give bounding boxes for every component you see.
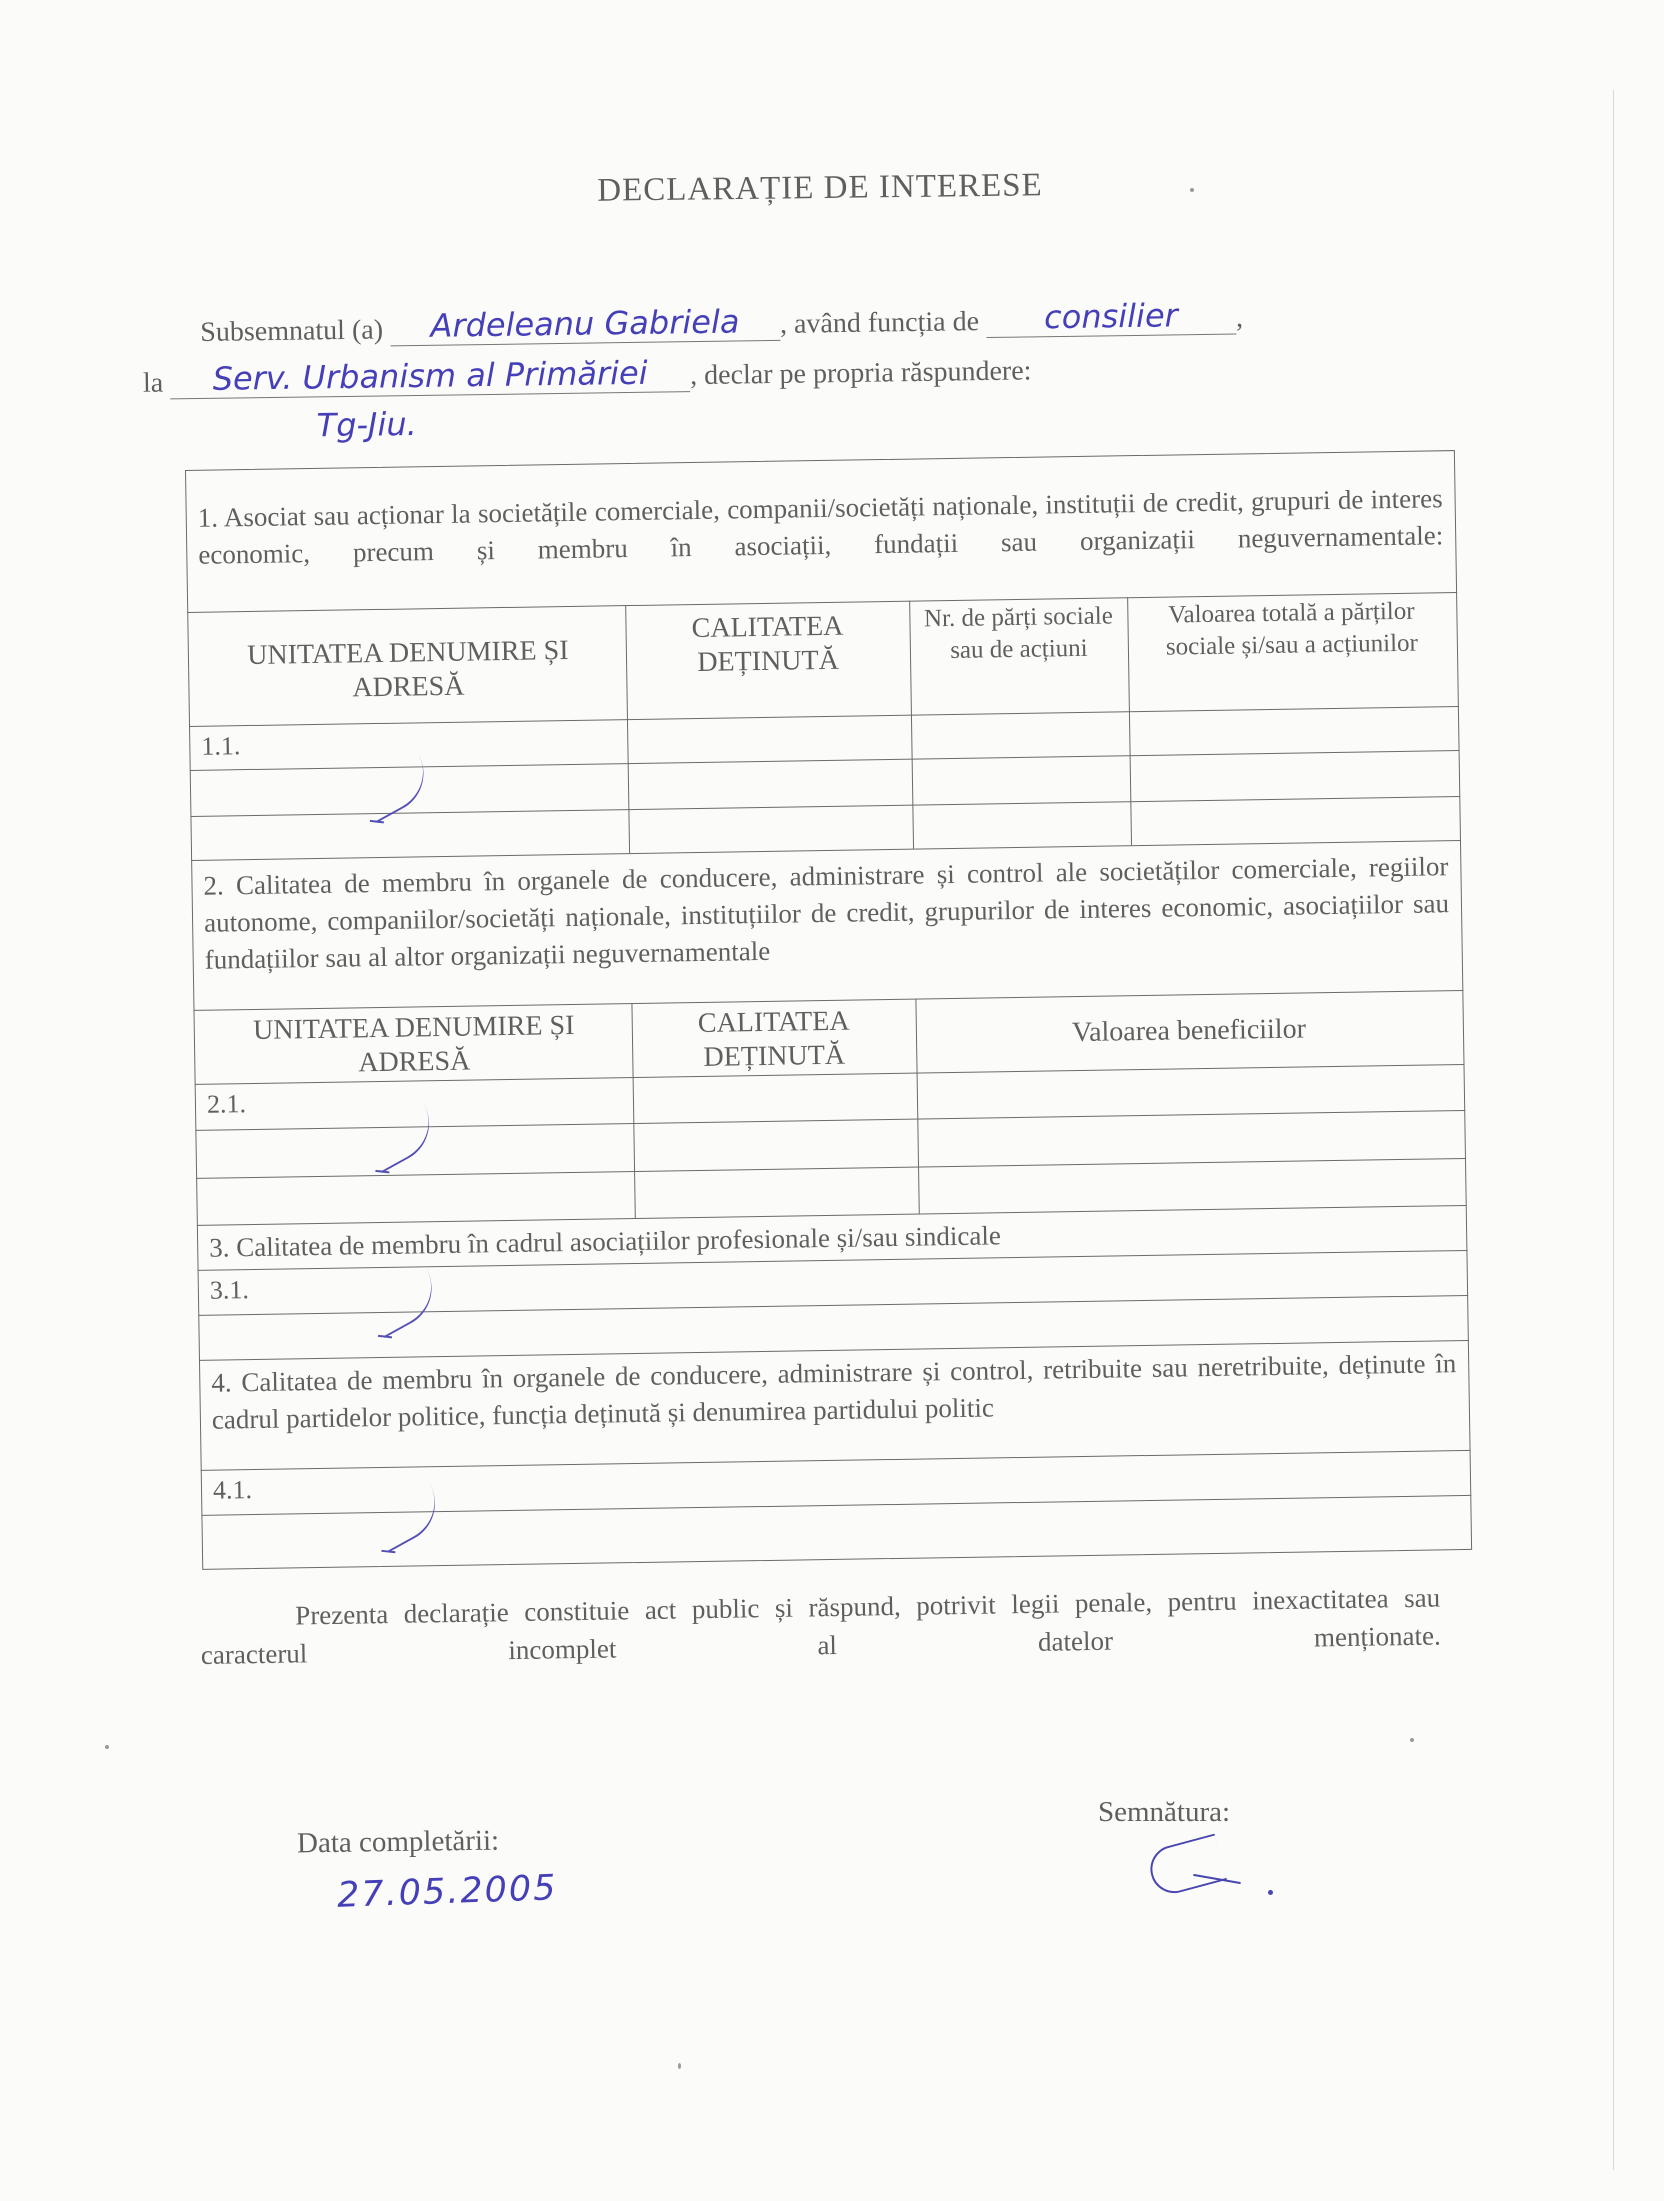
declarant-intro xyxy=(142,292,1462,460)
function-field xyxy=(986,296,1237,338)
row-label-4-1: 4.1. xyxy=(212,1475,253,1505)
handwritten-signature xyxy=(1145,1834,1227,1899)
signature-label: Semnătura: xyxy=(1098,1796,1231,1828)
intro-line-2 xyxy=(143,348,1032,399)
intro-comma: , xyxy=(1235,302,1244,334)
declarant-name: Ardeleanu Gabriela xyxy=(430,302,740,345)
function-label: , având funcția de xyxy=(779,306,980,340)
institution-field xyxy=(170,353,690,399)
row-label-3-1: 3.1. xyxy=(209,1275,250,1305)
s1-header-value: Valoarea totală a părților sociale și/sau a acțiunilor xyxy=(1165,597,1419,661)
section-2-heading: 2. Calitatea de membru în organele de conducere, administrare și control ale societăților comerciale, regiilor autonome, companiilor/societăți naționale, instituțiilor de credit, grupurilor de interes economic, asociațiilor sau fundațiilor sau al altor organizații neguvernamentale xyxy=(203,851,1450,975)
intro-prefix: Subsemnatul (a) xyxy=(200,314,384,348)
at-label: la xyxy=(142,367,164,399)
scan-speck xyxy=(1410,1738,1414,1742)
intro-line-3 xyxy=(316,405,417,444)
s1-header-shares: Nr. de părți sociale sau de acțiuni xyxy=(923,602,1114,665)
row-label-2-1: 2.1. xyxy=(206,1089,247,1119)
section-3-heading: 3. Calitatea de membru în cadrul asociațiilor profesionale și/sau sindicale xyxy=(208,1220,1002,1263)
s2-header-unit: UNITATEA DENUMIRE ȘI ADRESĂ xyxy=(252,1009,575,1079)
declare-text: , declar pe propria răspundere: xyxy=(689,355,1032,392)
s1-header-quality: CALITATEA DEȚINUTĂ xyxy=(691,610,844,678)
name-field xyxy=(390,302,781,346)
scan-speck xyxy=(105,1745,109,1749)
institution-line-1: Serv. Urbanism al Primăriei xyxy=(212,353,648,398)
institution-line-2: Tg-Jiu. xyxy=(316,404,418,445)
handwritten-signature-dot xyxy=(1268,1890,1273,1895)
s1-header-unit: UNITATEA DENUMIRE ȘI ADRESĂ xyxy=(247,635,569,704)
function-value: consilier xyxy=(1043,296,1179,337)
section-4-heading: 4. Calitatea de membru în organele de conducere, administrare și control, retribuite sau neretribuite, deținute în cadrul partidelor politice, funcția deținută și denumirea partidului politic xyxy=(211,1348,1457,1435)
intro-line-1 xyxy=(200,295,1243,349)
document-title: DECLARAȚIE DE INTERESE xyxy=(597,167,1043,209)
closing-statement xyxy=(200,1579,1441,1674)
date-value: 27.05.2005 xyxy=(336,1868,559,1916)
s2-header-benefits: Valoarea beneficiilor xyxy=(1071,1013,1307,1049)
declaration-table xyxy=(185,450,1472,1570)
closing-text: Prezenta declarație constituie act public și răspund, potrivit legii penale, pentru inexactitatea sau caracterul incomplet al datelor menționate. xyxy=(200,1582,1441,1670)
scan-speck xyxy=(678,2063,681,2069)
scan-page-edge xyxy=(1613,90,1614,2170)
section-1-heading: 1. Asociat sau acționar la societățile comerciale, companii/societăți naționale, instituții de credit, grupuri de interes economic, precum și membru în asociații, fundații sau organizații neguvernamentale: xyxy=(197,483,1444,570)
s2-header-quality: CALITATEA DEȚINUTĂ xyxy=(697,1005,850,1073)
row-label-1-1: 1.1. xyxy=(201,731,241,761)
date-label: Data completării: xyxy=(296,1824,500,1860)
